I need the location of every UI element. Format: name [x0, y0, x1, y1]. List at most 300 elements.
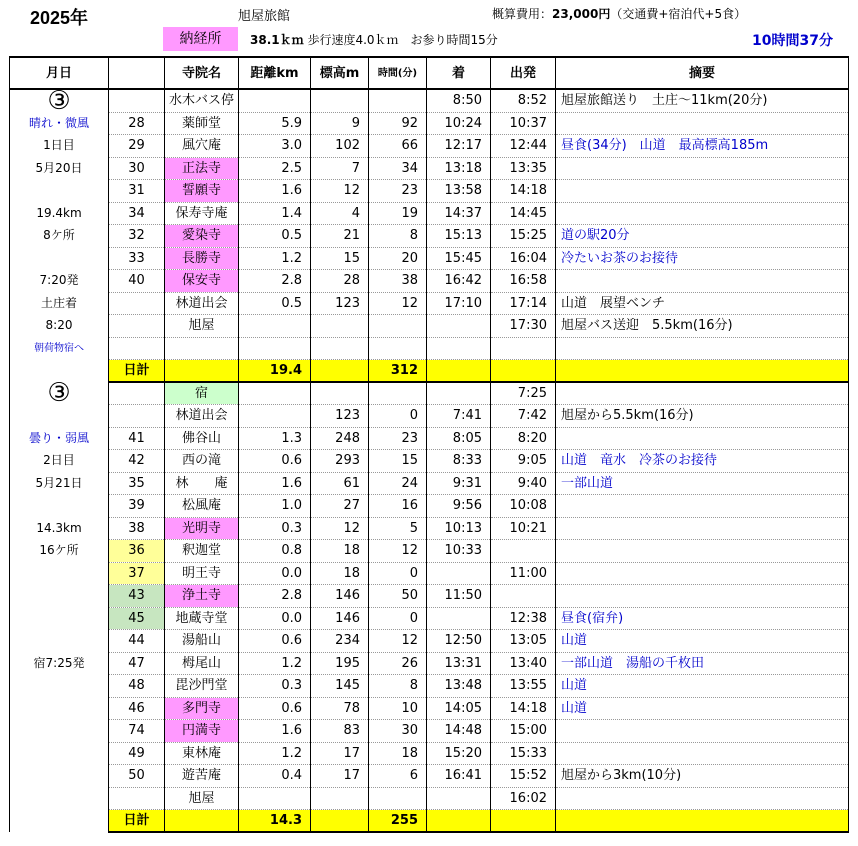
cell-elev: 102	[311, 135, 369, 158]
cell-arr	[427, 382, 491, 405]
cell-dep: 16:58	[491, 270, 556, 293]
memo: 山道	[556, 675, 849, 698]
walk-note: 歩行速度4.0ｋｍ お参り時間15分	[307, 33, 498, 47]
day-info-cell: 19.4km	[10, 202, 109, 225]
daily-total-row	[10, 810, 849, 833]
cell-elev: 123	[311, 405, 369, 428]
cell-arr: 13:18	[427, 157, 491, 180]
temple-number	[109, 787, 165, 810]
cell-time: 23	[369, 427, 427, 450]
daily-total-label: 日計	[109, 810, 165, 833]
table-row	[10, 292, 849, 315]
cell-elev: 145	[311, 675, 369, 698]
inn-name: 旭屋旅館	[238, 9, 291, 24]
day-info-cell: 1日目	[10, 135, 109, 158]
day-info-cell	[10, 495, 109, 518]
cell-elev: 15	[311, 247, 369, 270]
memo	[556, 382, 849, 405]
cell-dist: 1.2	[239, 652, 311, 675]
cell-elev: 12	[311, 180, 369, 203]
temple-name: 明王寺	[165, 562, 239, 585]
cell-time: 12	[369, 292, 427, 315]
temple-number: 36	[109, 540, 165, 563]
total-blank	[491, 810, 556, 833]
day-info-cell: 土庄着	[10, 292, 109, 315]
cell-time: 23	[369, 180, 427, 203]
col-no	[109, 57, 165, 89]
cell-arr: 7:41	[427, 405, 491, 428]
temple-number: 40	[109, 270, 165, 293]
temple-name: 長勝寺	[165, 247, 239, 270]
temple-name: 東林庵	[165, 742, 239, 765]
cell-dist: 0.8	[239, 540, 311, 563]
cell-elev	[311, 315, 369, 338]
cell-time: 18	[369, 742, 427, 765]
memo	[556, 742, 849, 765]
temple-name: 円満寺	[165, 720, 239, 743]
day-info-cell: 8:20	[10, 315, 109, 338]
temple-number: 47	[109, 652, 165, 675]
cell-dist: 2.8	[239, 585, 311, 608]
temple-number: 29	[109, 135, 165, 158]
day-info-cell: 7:20発	[10, 270, 109, 293]
cell-elev: 123	[311, 292, 369, 315]
cell-dep: 13:05	[491, 630, 556, 653]
nokyo-legend: 納経所	[163, 27, 238, 51]
cell-dep: 8:52	[491, 89, 556, 112]
cell-dist: 5.9	[239, 112, 311, 135]
cell-time	[369, 787, 427, 810]
cell-dist: 0.5	[239, 225, 311, 248]
temple-number: 48	[109, 675, 165, 698]
cell-time: 8	[369, 225, 427, 248]
table-row	[10, 405, 849, 428]
day-info-cell	[10, 697, 109, 720]
memo: 山道	[556, 697, 849, 720]
cell-dist: 1.2	[239, 247, 311, 270]
cell-time: 19	[369, 202, 427, 225]
memo	[556, 337, 849, 360]
temple-name: 毘沙門堂	[165, 675, 239, 698]
table-row	[10, 450, 849, 473]
table-row	[10, 630, 849, 653]
cell-time: 8	[369, 675, 427, 698]
temple-number: 34	[109, 202, 165, 225]
cell-arr	[427, 607, 491, 630]
cell-elev: 146	[311, 607, 369, 630]
cell-dist: 1.6	[239, 180, 311, 203]
temple-number	[109, 292, 165, 315]
cell-time: 5	[369, 517, 427, 540]
cell-arr: 13:58	[427, 180, 491, 203]
cell-dist	[239, 382, 311, 405]
temple-name: 光明寺	[165, 517, 239, 540]
temple-name: 林 庵	[165, 472, 239, 495]
table-row	[10, 135, 849, 158]
cell-dist: 2.8	[239, 270, 311, 293]
cell-time: 26	[369, 652, 427, 675]
temple-name: 遊苦庵	[165, 765, 239, 788]
total-blank	[491, 360, 556, 383]
cell-elev: 146	[311, 585, 369, 608]
cell-time: 12	[369, 630, 427, 653]
temple-number: 35	[109, 472, 165, 495]
table-row	[10, 562, 849, 585]
memo	[556, 112, 849, 135]
cell-dist	[239, 89, 311, 112]
col-date: 月日	[10, 57, 109, 89]
cell-elev: 18	[311, 562, 369, 585]
table-row	[10, 427, 849, 450]
cell-dep: 15:52	[491, 765, 556, 788]
cell-dep: 12:38	[491, 607, 556, 630]
table-row	[10, 225, 849, 248]
cell-arr	[427, 562, 491, 585]
memo: 昼食(宿弁)	[556, 607, 849, 630]
cell-time: 12	[369, 540, 427, 563]
temple-name: 風穴庵	[165, 135, 239, 158]
cell-time: 34	[369, 157, 427, 180]
total-blank	[165, 360, 239, 383]
total-blank	[311, 360, 369, 383]
cell-elev: 78	[311, 697, 369, 720]
cell-arr	[427, 337, 491, 360]
day-info-cell	[10, 675, 109, 698]
cell-arr: 15:13	[427, 225, 491, 248]
temple-name: 松風庵	[165, 495, 239, 518]
cell-dist: 0.6	[239, 450, 311, 473]
memo	[556, 270, 849, 293]
cell-dep	[491, 540, 556, 563]
temple-number: 42	[109, 450, 165, 473]
memo	[556, 540, 849, 563]
temple-number: 31	[109, 180, 165, 203]
total-blank	[165, 810, 239, 833]
cell-arr: 11:50	[427, 585, 491, 608]
table-row	[10, 607, 849, 630]
temple-number: 74	[109, 720, 165, 743]
cell-dep: 8:20	[491, 427, 556, 450]
temple-number: 32	[109, 225, 165, 248]
total-blank	[427, 810, 491, 833]
table-row	[10, 180, 849, 203]
cell-dist: 0.6	[239, 697, 311, 720]
temple-name	[165, 337, 239, 360]
total-blank	[311, 810, 369, 833]
cell-time: 6	[369, 765, 427, 788]
memo: 山道 竜水 冷茶のお接待	[556, 450, 849, 473]
cell-elev	[311, 337, 369, 360]
table-row	[10, 585, 849, 608]
table-row	[10, 112, 849, 135]
day-info-cell: 2日目	[10, 450, 109, 473]
cell-arr: 12:17	[427, 135, 491, 158]
cell-arr: 10:13	[427, 517, 491, 540]
cell-elev: 18	[311, 540, 369, 563]
cell-dep: 13:35	[491, 157, 556, 180]
cell-arr: 14:37	[427, 202, 491, 225]
cell-dist: 0.0	[239, 607, 311, 630]
temple-name: 水木バス停	[165, 89, 239, 112]
temple-name: 佛谷山	[165, 427, 239, 450]
day-info-cell	[10, 810, 109, 833]
cell-elev	[311, 89, 369, 112]
cell-elev: 293	[311, 450, 369, 473]
memo	[556, 562, 849, 585]
temple-number: 28	[109, 112, 165, 135]
col-elevation: 標高m	[311, 57, 369, 89]
cell-dep: 10:21	[491, 517, 556, 540]
temple-name: 栂尾山	[165, 652, 239, 675]
cell-dep: 15:33	[491, 742, 556, 765]
temple-name: 多門寺	[165, 697, 239, 720]
cell-dep: 13:55	[491, 675, 556, 698]
cell-dist: 0.4	[239, 765, 311, 788]
temple-name: 旭屋	[165, 315, 239, 338]
table-row	[10, 540, 849, 563]
memo: 昼食(34分) 山道 最高標高185m	[556, 135, 849, 158]
cell-dist: 1.2	[239, 742, 311, 765]
total-blank	[427, 360, 491, 383]
day-info-cell: 16ケ所	[10, 540, 109, 563]
day-info-cell: 曇り・弱風	[10, 427, 109, 450]
cell-dep: 10:37	[491, 112, 556, 135]
cell-arr: 15:20	[427, 742, 491, 765]
daily-total-time: 312	[369, 360, 427, 383]
temple-name: 愛染寺	[165, 225, 239, 248]
table-row	[10, 89, 849, 112]
cell-elev: 9	[311, 112, 369, 135]
cell-elev: 28	[311, 270, 369, 293]
cell-time: 66	[369, 135, 427, 158]
temple-name: 正法寺	[165, 157, 239, 180]
table-header	[10, 57, 849, 89]
cell-dist	[239, 315, 311, 338]
cell-dep: 11:00	[491, 562, 556, 585]
day-info-cell	[10, 742, 109, 765]
memo: 旭屋から3km(10分)	[556, 765, 849, 788]
cell-dep: 7:25	[491, 382, 556, 405]
table-row	[10, 270, 849, 293]
memo	[556, 427, 849, 450]
temple-name: 湯船山	[165, 630, 239, 653]
day-info-cell	[10, 180, 109, 203]
table-row	[10, 517, 849, 540]
cell-arr: 8:50	[427, 89, 491, 112]
day-info-cell	[10, 765, 109, 788]
table-row	[10, 675, 849, 698]
total-time: 10時間37分	[752, 33, 833, 49]
cell-dep: 16:02	[491, 787, 556, 810]
day-info-cell	[10, 405, 109, 428]
memo: 一部山道	[556, 472, 849, 495]
cell-elev: 248	[311, 427, 369, 450]
cell-arr: 10:33	[427, 540, 491, 563]
day-info-cell: 宿7:25発	[10, 652, 109, 675]
table-row	[10, 720, 849, 743]
memo: 旭屋から5.5km(16分)	[556, 405, 849, 428]
day-info-cell: 14.3km	[10, 517, 109, 540]
cell-elev	[311, 382, 369, 405]
day-info-cell	[10, 630, 109, 653]
cell-arr: 10:24	[427, 112, 491, 135]
daily-total-row	[10, 360, 849, 383]
cell-dist: 0.6	[239, 630, 311, 653]
day-info-cell: 朝荷物宿へ	[10, 337, 109, 360]
memo	[556, 517, 849, 540]
day-info-cell: 5月21日	[10, 472, 109, 495]
cell-elev: 83	[311, 720, 369, 743]
day-info-cell	[10, 562, 109, 585]
memo	[556, 787, 849, 810]
cell-time: 20	[369, 247, 427, 270]
cell-dist	[239, 787, 311, 810]
cost-label: 概算費用：	[492, 7, 553, 21]
table-row	[10, 697, 849, 720]
cell-elev: 17	[311, 765, 369, 788]
total-distance: 38.1ｋｍ	[250, 33, 304, 47]
memo	[556, 495, 849, 518]
cell-time: 15	[369, 450, 427, 473]
cell-time	[369, 89, 427, 112]
table-row	[10, 202, 849, 225]
cell-dist: 0.3	[239, 675, 311, 698]
temple-name: 浄土寺	[165, 585, 239, 608]
cell-time: 0	[369, 562, 427, 585]
cell-arr: 16:41	[427, 765, 491, 788]
cell-arr: 8:05	[427, 427, 491, 450]
cell-arr: 14:05	[427, 697, 491, 720]
total-blank	[556, 360, 849, 383]
cell-elev: 27	[311, 495, 369, 518]
memo: 山道	[556, 630, 849, 653]
table-row	[10, 382, 849, 405]
cell-dist: 1.0	[239, 495, 311, 518]
day-info-cell	[10, 247, 109, 270]
day-info-cell: 8ケ所	[10, 225, 109, 248]
col-time: 時間(分)	[369, 57, 427, 89]
temple-number	[109, 337, 165, 360]
temple-name: 誓願寺	[165, 180, 239, 203]
day-info-cell	[10, 607, 109, 630]
cell-dist: 0.5	[239, 292, 311, 315]
cell-dist: 1.4	[239, 202, 311, 225]
temple-number: 38	[109, 517, 165, 540]
daily-total-label: 日計	[109, 360, 165, 383]
cell-arr: 9:31	[427, 472, 491, 495]
cell-elev	[311, 787, 369, 810]
table-row	[10, 157, 849, 180]
temple-number: 44	[109, 630, 165, 653]
memo: 山道 展望ベンチ	[556, 292, 849, 315]
cell-arr	[427, 787, 491, 810]
cell-time	[369, 337, 427, 360]
cell-dep: 17:30	[491, 315, 556, 338]
cell-dep: 15:00	[491, 720, 556, 743]
cell-arr: 14:48	[427, 720, 491, 743]
temple-name: 薬師堂	[165, 112, 239, 135]
daily-total-time: 255	[369, 810, 427, 833]
itinerary-body	[10, 57, 849, 832]
cost-summary	[492, 5, 746, 22]
cell-arr: 12:50	[427, 630, 491, 653]
cell-dep: 16:04	[491, 247, 556, 270]
day-info-cell	[10, 585, 109, 608]
memo: 旭屋旅館送り 土庄〜11km(20分)	[556, 89, 849, 112]
cell-dep: 9:40	[491, 472, 556, 495]
temple-name: 保寿寺庵	[165, 202, 239, 225]
cell-dep: 17:14	[491, 292, 556, 315]
col-distance: 距離km	[239, 57, 311, 89]
cell-time: 24	[369, 472, 427, 495]
cell-elev: 61	[311, 472, 369, 495]
table-row	[10, 495, 849, 518]
cell-time: 30	[369, 720, 427, 743]
col-temple: 寺院名	[165, 57, 239, 89]
cell-arr: 13:48	[427, 675, 491, 698]
temple-number: 46	[109, 697, 165, 720]
temple-number: 37	[109, 562, 165, 585]
cell-dep: 10:08	[491, 495, 556, 518]
temple-number	[109, 382, 165, 405]
memo	[556, 585, 849, 608]
cell-dist: 1.3	[239, 427, 311, 450]
memo: 旭屋バス送迎 5.5km(16分)	[556, 315, 849, 338]
cell-dep: 7:42	[491, 405, 556, 428]
cell-dist: 3.0	[239, 135, 311, 158]
cell-time: 0	[369, 607, 427, 630]
day-info-cell	[10, 360, 109, 383]
cell-dep: 14:18	[491, 697, 556, 720]
temple-name: 旭屋	[165, 787, 239, 810]
col-memo: 摘要	[556, 57, 849, 89]
table-row	[10, 787, 849, 810]
temple-name: 林道出会	[165, 405, 239, 428]
cell-time: 38	[369, 270, 427, 293]
memo	[556, 720, 849, 743]
cell-dep: 9:05	[491, 450, 556, 473]
day-info-cell	[10, 787, 109, 810]
itinerary-table	[9, 56, 849, 833]
day-info-cell	[10, 720, 109, 743]
memo: 道の駅20分	[556, 225, 849, 248]
cell-dep: 14:18	[491, 180, 556, 203]
cell-dep: 14:45	[491, 202, 556, 225]
cell-dep: 13:40	[491, 652, 556, 675]
cell-elev: 12	[311, 517, 369, 540]
memo: 冷たいお茶のお接待	[556, 247, 849, 270]
temple-number: 45	[109, 607, 165, 630]
cell-dist: 1.6	[239, 472, 311, 495]
cell-arr: 17:10	[427, 292, 491, 315]
table-row	[10, 315, 849, 338]
temple-number: 41	[109, 427, 165, 450]
temple-name: 西の滝	[165, 450, 239, 473]
temple-number: 30	[109, 157, 165, 180]
temple-number	[109, 405, 165, 428]
temple-name: 宿	[165, 382, 239, 405]
table-row	[10, 472, 849, 495]
table-row	[10, 765, 849, 788]
cell-arr: 8:33	[427, 450, 491, 473]
cell-dist: 1.6	[239, 720, 311, 743]
temple-number: 43	[109, 585, 165, 608]
cell-arr	[427, 315, 491, 338]
cell-time: 10	[369, 697, 427, 720]
cell-time	[369, 382, 427, 405]
day-info-cell: 5月20日	[10, 157, 109, 180]
temple-name: 地蔵寺堂	[165, 607, 239, 630]
